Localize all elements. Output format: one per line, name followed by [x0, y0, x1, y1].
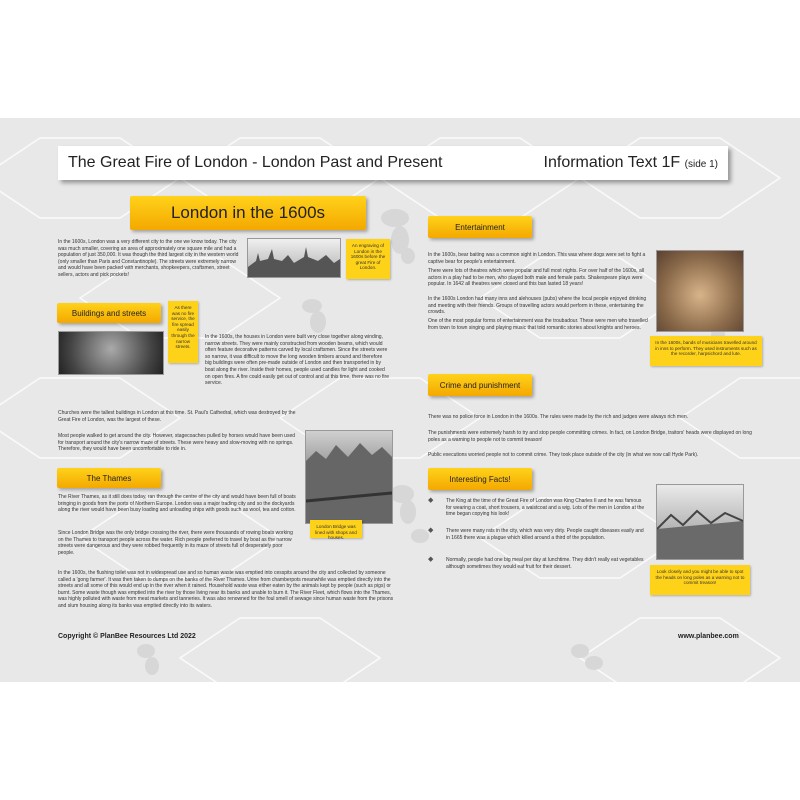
transport-paragraph: Most people walked to get around the city. However, stagecoaches pulled by horses would have been used for transport around the city's narrow maze of streets. These were heavy and slow-moving with no springs. Therefore, they would have been uncomfortable to ride in. [58, 433, 295, 453]
fact-item: There were many rats in the city, which was very dirty. People caught diseases easily and in 1665 there was a plague which killed around a third of the population. [446, 528, 644, 541]
theatres-paragraph: There were lots of theatres which were popular and full most nights. For over half of the 1600s, all actors in a play had to be men, who played both male and female parts. Shakespeare plays were popular. In 1642 all theatres were closed and this ban lasted 18 years! [428, 268, 644, 288]
facts-heading-banner [428, 468, 532, 490]
entertainment-heading: Entertainment [455, 222, 505, 232]
crime-heading-banner [428, 374, 532, 396]
info-text-label: Information Text 1F (side 1) [543, 154, 718, 171]
intro-paragraph: In the 1600s, London was a very different city to the one we know today. The city was much smaller, covering an area of approximately one square mile and had a population of just 350,000. It was though the third largest city in the western world (only smaller than Paris and Constantinople). The streets were extremely narrow and would have been packed with merchants, shopkeepers, craftsmen, street sellers, actors and pick pockets! [58, 239, 239, 278]
inns-paragraph: In the 1600s London had many inns and alehouses (pubs) where the local people enjoyed drinking and meeting with their friends. Groups of travelling actors would perform in these, entertaining the crowds. [428, 296, 647, 316]
buildings-heading: Buildings and streets [71, 308, 147, 318]
main-title: London in the 1600s [170, 203, 326, 222]
page-header [58, 146, 728, 180]
bullet-icon: ◆ [428, 556, 434, 563]
fire-caption: As there was no fire service, the fire spread easily through the narrow streets. [168, 301, 198, 363]
waste-paragraph: In the 1600s, the flushing toilet was not in widespread use and so human waste was emptied into cesspits around the city and collected by someone called a 'gong farmer'. It was then taken to dumps on the banks of the River Thames. Urine from chamberpots meanwhile was emptied directly into the streets and all some of this would end up in the river when it rained. Household waste was either eaten by the animals kept by people (such as pigs) or burnt. Some waste though was emptied into the river by those living near its banks and unable to burn it. The River Fleet, which flows into the Thames, was highly polluted with waste from meat markets and tanneries. It was also renowned for the foul smell of sewage since human waste from the prisons and slum housing along its banks was emptied directly into its waters. [58, 570, 394, 609]
page-title: The Great Fire of London - London Past and Present [68, 154, 443, 171]
bridge-houses-icon [306, 431, 392, 523]
bee-icon [302, 299, 326, 333]
fire-image [58, 331, 164, 375]
thames-heading-banner [57, 468, 161, 488]
bee-icon [571, 644, 603, 670]
executions-paragraph: Public executions worried people not to commit crime. They took place outside of the city (in what we now call Hyde Park). [428, 452, 699, 458]
bridge-caption: London Bridge was lined with shops and houses. [310, 520, 362, 538]
musicians-image [656, 250, 744, 332]
heads-caption: Look closely and you might be able to spot the heads on long poles as a warning not to commit treason! [650, 565, 750, 595]
information-sheet [0, 118, 800, 682]
bullet-icon: ◆ [428, 527, 434, 534]
thames-heading: The Thames [86, 473, 132, 483]
police-paragraph: There was no police force in London in the 1600s. The rules were made by the rich and judges were always rich men. [428, 414, 689, 420]
copyright-text: Copyright © PlanBee Resources Ltd 2022 [58, 633, 196, 640]
heads-on-poles-icon [657, 485, 743, 559]
bear-baiting-paragraph: In the 1600s, bear baiting was a common sight in London. This was where dogs were set to fight a captive bear for people's entertainment. [428, 252, 646, 265]
london-engraving-image [247, 238, 341, 278]
bee-icon [390, 485, 416, 524]
buildings-paragraph: In the 1600s, the houses in London were built very close together along winding, narrow streets. They were mainly constructed from wooden beams, which would often feature decorative patterns carved by local craftsmen. Since the streets were so narrow, it was difficult to move the long wooden timbers around and therefore big buildings were often pre-made outside of London and then transported in by boat along the river. Inside their homes, people used candles for light and cooked on open fires. A fire could easily get out of control and at this time, there was no fire service. [205, 334, 389, 387]
fact-item: Normally, people had one big meal per day at lunchtime. They didn't really eat vegetables although sometimes they would eat fruit for their dessert. [446, 557, 644, 570]
facts-heading: Interesting Facts! [449, 474, 511, 484]
city-skyline-icon [248, 239, 340, 277]
thames-paragraph: The River Thames, as it still does today, ran through the centre of the city and would have been full of boats bringing in goods from the ports of Northern Europe. London was a major trading city and so the dockyards along the river would have been busy loading and unloading ships with goods such as wool, tea and cotton. [58, 494, 296, 514]
rowing-boats-paragraph: Since London Bridge was the only bridge crossing the river, there were thousands of rowing boats working on the Thames to transport people across the water. Rich people preferred to travel by boat as the narrow streets were dangerous and they were robbed frequently in its maze of streets full of desperately poor people. [58, 530, 293, 556]
old-london-bridge-image [656, 484, 744, 560]
churches-paragraph: Churches were the tallest buildings in London at this time. St. Paul's Cathedral, which was destroyed by the Great Fire of London, was the largest of these. [58, 410, 296, 423]
website-link[interactable]: www.planbee.com [678, 633, 739, 640]
musicians-caption: In the 1600s, bands of musicians travelled around in inns to perform. They used instruments such as the recorder, harpsichord and lute. [650, 336, 762, 366]
crime-heading: Crime and punishment [439, 380, 521, 390]
main-title-banner [130, 196, 366, 230]
buildings-heading-banner [57, 303, 161, 323]
punishments-paragraph: The punishments were extremely harsh to try and stop people committing crimes. In fact, on London Bridge, traitors' heads were displayed on long poles as a warning to people not to commit treason! [428, 430, 752, 443]
troubadour-paragraph: One of the most popular forms of entertainment was the troubadour. These were men who travelled from town to town singing and playing music that told romantic stories about knights and heroes. [428, 318, 648, 331]
london-bridge-image [305, 430, 393, 524]
entertainment-heading-banner [428, 216, 532, 238]
fact-item: The King at the time of the Great Fire of London was King Charles II and he was famous for wearing a coat, short trousers, a waistcoat and a wig. Lots of the men in London at the time began copying his look! [446, 498, 645, 518]
bee-icon [411, 529, 429, 543]
bullet-icon: ◆ [428, 497, 434, 504]
bee-icon [137, 644, 159, 675]
engraving-caption: An engraving of London in the 1600s before the great Fire of London. [346, 239, 390, 279]
